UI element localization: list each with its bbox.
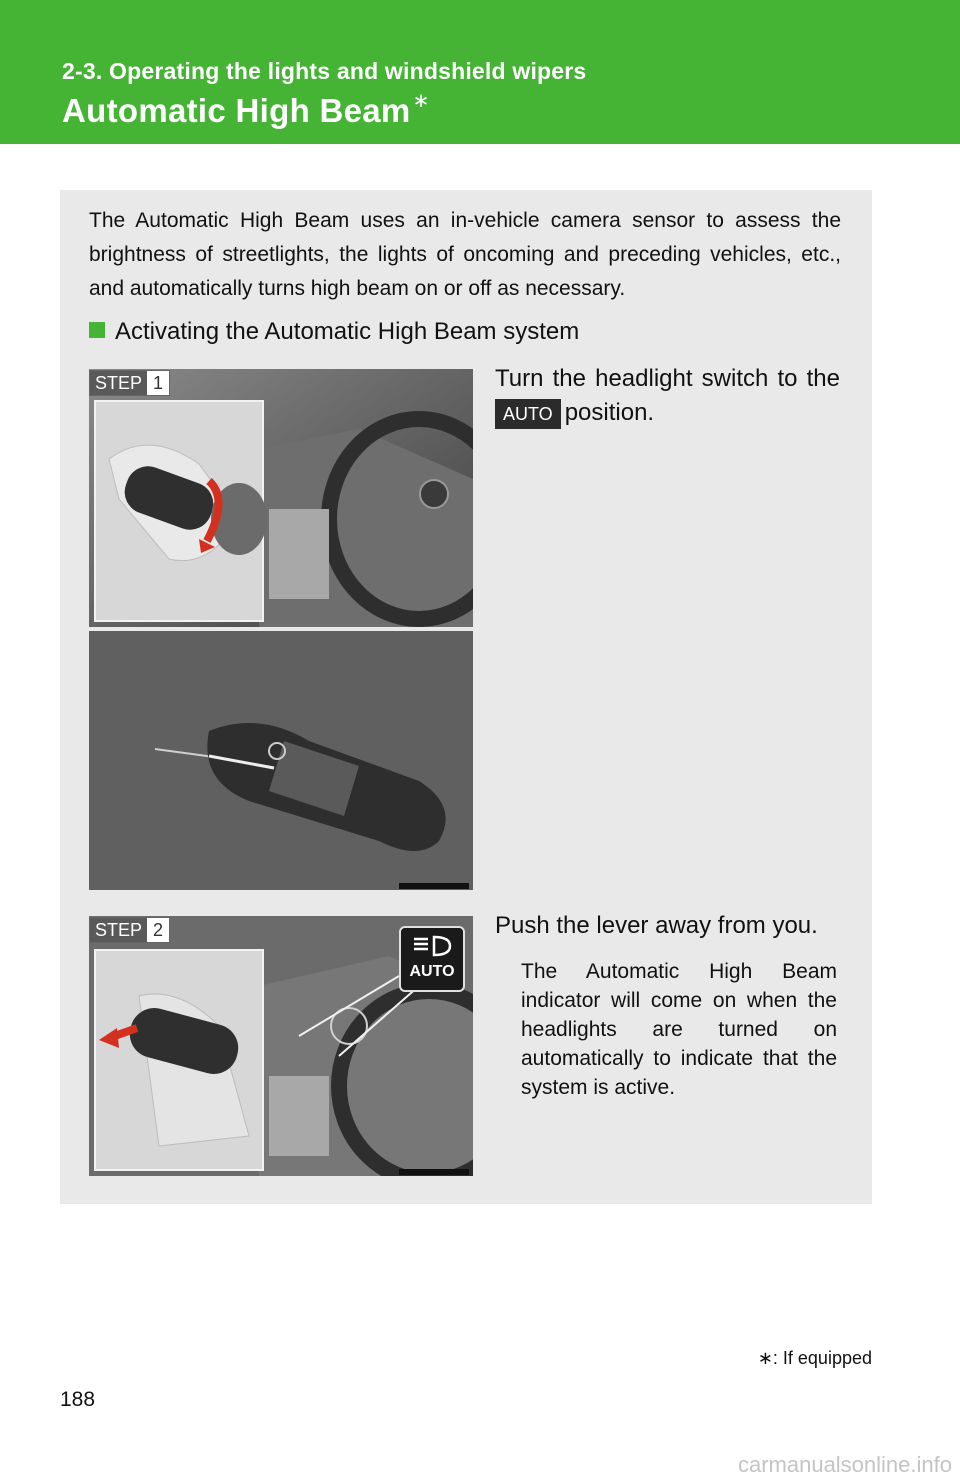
step-number: 2	[147, 918, 169, 942]
step-2-note: The Automatic High Beam indicator will come on when the headlights are turned on automatically to indicate that the system is active.	[521, 960, 837, 1099]
step-label: STEP	[90, 918, 147, 942]
intro-paragraph: The Automatic High Beam uses an in-vehicle camera sensor to assess the brightness of streetlights, the lights of oncoming and preceding vehicles, etc., and automatically turns high beam on or off as necessary.	[89, 209, 841, 300]
dashboard-hand-drawing	[89, 369, 473, 627]
step-1-instruction	[495, 362, 840, 430]
auto-high-beam-indicator-icon	[399, 926, 465, 992]
page-number: 188	[60, 1388, 96, 1411]
page-title	[62, 92, 430, 130]
step-label: STEP	[90, 371, 147, 395]
section-label: 2-3. Operating the lights and windshield wipers	[62, 58, 587, 84]
headlight-switch-illustration	[89, 369, 473, 627]
auto-position-icon: AUTO	[495, 399, 561, 429]
page-title-text: Automatic High Beam	[62, 92, 411, 129]
step-2-instruction: Push the lever away from you.	[495, 912, 818, 939]
step-2-badge	[89, 917, 170, 943]
subsection-title: Activating the Automatic High Beam system	[115, 318, 580, 345]
subsection-heading	[89, 318, 579, 346]
headlight-symbol-icon	[410, 934, 454, 958]
indicator-auto-label: AUTO	[409, 963, 455, 980]
if-equipped-mark: ∗	[412, 90, 430, 112]
step-1-badge	[89, 370, 170, 396]
step-1-text-after: position.	[564, 399, 655, 426]
square-bullet-icon	[89, 322, 105, 338]
step-number: 1	[147, 371, 169, 395]
lever-drawing	[89, 631, 473, 890]
lever-push-illustration	[89, 916, 473, 1176]
watermark: carmanualsonline.info	[737, 1452, 952, 1477]
headlight-lever-closeup	[89, 631, 473, 890]
chapter-header	[0, 0, 960, 144]
step-1-text-before: Turn the headlight switch to the	[495, 365, 840, 392]
footnote: ∗: If equipped	[757, 1348, 872, 1368]
